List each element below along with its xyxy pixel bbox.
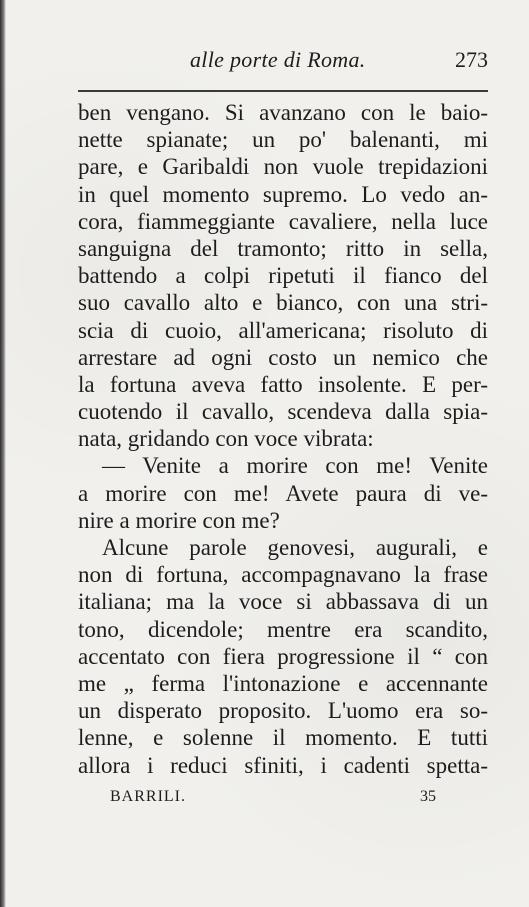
text-line: pare, e Garibaldi non vuole trepidazioni bbox=[78, 154, 488, 180]
text-line: cuotendo il cavallo, scendeva dalla spia- bbox=[78, 399, 488, 425]
signature-mark: 35 bbox=[420, 788, 436, 805]
text-line: cora, fiammeggiante cavaliere, nella luce bbox=[78, 208, 488, 234]
text-line: — Venite a morire con me! Venite bbox=[102, 453, 488, 479]
text-line: accentato con fiera progressione il “ con bbox=[78, 643, 488, 669]
text-line: lenne, e solenne il momento. E tutti bbox=[78, 725, 488, 751]
text-line: allora i reduci sfiniti, i cadenti spetta- bbox=[78, 752, 488, 778]
text-line: ben vengano. Si avanzano con le baio- bbox=[78, 100, 488, 125]
text-line: italiana; ma la voce si abbassava di un bbox=[78, 589, 488, 615]
text-line: nette spianate; un po' balenanti, mi bbox=[78, 127, 488, 153]
page-number: 273 bbox=[455, 47, 488, 72]
header-rule bbox=[78, 90, 488, 92]
text-line: la fortuna aveva fatto insolente. E per- bbox=[78, 371, 488, 397]
text-line: un disperato proposito. L'uomo era so- bbox=[78, 698, 488, 724]
page-header bbox=[78, 47, 488, 75]
text-line: non di fortuna, accompagnavano la frase bbox=[78, 562, 488, 588]
text-line: battendo a colpi ripetuti il fianco del bbox=[78, 263, 488, 289]
body-text bbox=[78, 99, 488, 779]
text-line: nire a morire con me? bbox=[78, 507, 280, 533]
text-line: sanguigna del tramonto; ritto in sella, bbox=[78, 235, 488, 261]
running-title: alle porte di Roma. bbox=[190, 47, 366, 72]
text-line: nata, gridando con voce vibrata: bbox=[78, 426, 374, 452]
text-line: arrestare ad ogni costo un nemico che bbox=[78, 344, 488, 370]
page-footer bbox=[78, 788, 488, 810]
text-line: me „ ferma l'intonazione e accennante bbox=[78, 670, 488, 696]
text-line: scia di cuoio, all'americana; risoluto di bbox=[78, 317, 488, 343]
text-line: suo cavallo alto e bianco, con una stri- bbox=[78, 290, 488, 316]
text-line: a morire con me! Avete paura di ve- bbox=[78, 480, 488, 506]
text-line: in quel momento supremo. Lo vedo an- bbox=[78, 181, 488, 207]
page-binding-edge bbox=[0, 0, 6, 907]
text-line: Alcune parole genovesi, augurali, e bbox=[102, 535, 488, 560]
text-line: tono, dicendole; mentre era scandito, bbox=[78, 616, 488, 642]
printer-signature: BARRILI. bbox=[110, 788, 186, 805]
